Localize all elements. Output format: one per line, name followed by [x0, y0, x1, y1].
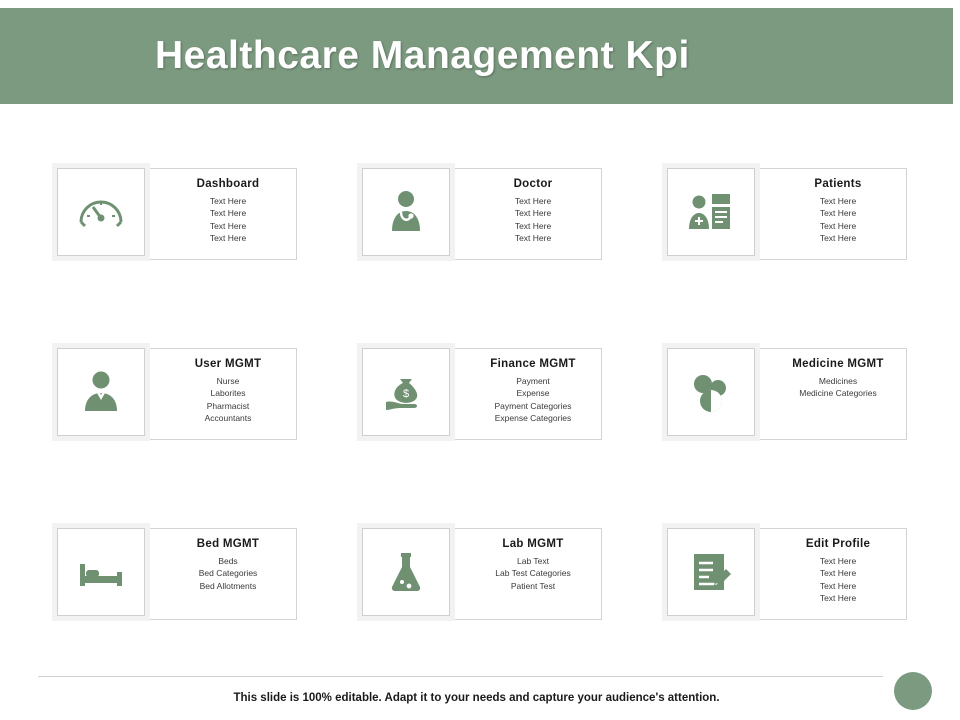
- card-lines: [763, 195, 913, 244]
- card-line: Expense Categories: [494, 412, 572, 423]
- card-line: Text Here: [209, 232, 247, 243]
- card-line: Bed Allotments: [199, 580, 257, 591]
- card-bed-mgmt[interactable]: [57, 528, 297, 620]
- card-line: Medicine Categories: [799, 388, 877, 399]
- page-title: Healthcare Management Kpi: [155, 34, 690, 77]
- card-line: Text Here: [819, 556, 857, 566]
- card-body: [763, 348, 913, 440]
- card-line: Lab Text: [517, 556, 549, 566]
- card-line: Text Here: [209, 220, 247, 231]
- card-body: [458, 528, 608, 620]
- card-lines: [458, 555, 608, 592]
- card-lines: [458, 375, 608, 424]
- card-line: Text Here: [514, 208, 552, 219]
- card-title: Lab MGMT: [502, 538, 564, 550]
- card-edit-profile[interactable]: [667, 528, 907, 620]
- card-finance-mgmt[interactable]: [362, 348, 602, 440]
- card-body: [763, 528, 913, 620]
- gauge-icon: [57, 168, 145, 256]
- card-title: User MGMT: [194, 358, 262, 370]
- card-body: [458, 168, 608, 260]
- card-grid: [57, 168, 907, 628]
- svg-text:$: $: [402, 388, 410, 400]
- card-line: Lab Test Categories: [495, 568, 571, 579]
- card-line: Medicines: [818, 376, 858, 386]
- card-lines: [153, 555, 303, 592]
- card-title: Doctor: [513, 178, 553, 190]
- card-title: Edit Profile: [805, 538, 871, 550]
- footer-note: This slide is 100% editable. Adapt it to your needs and capture your audience's attention.: [233, 692, 720, 704]
- card-line: Beds: [218, 556, 238, 566]
- card-line: Accountants: [204, 412, 252, 423]
- footer-divider: [38, 676, 883, 677]
- doctor-icon: [362, 168, 450, 256]
- card-lines: [763, 375, 913, 400]
- decorative-circle: [894, 672, 932, 710]
- flask-icon: [362, 528, 450, 616]
- card-line: Nurse: [216, 376, 240, 386]
- card-line: Text Here: [514, 196, 552, 206]
- card-title: Dashboard: [196, 178, 260, 190]
- card-line: Bed Categories: [198, 568, 258, 579]
- card-line: Text Here: [514, 232, 552, 243]
- card-lines: [458, 195, 608, 244]
- money-bag-hand-icon: [362, 348, 450, 436]
- card-body: [153, 168, 303, 260]
- card-line: Text Here: [819, 592, 857, 603]
- card-line: Text Here: [514, 220, 552, 231]
- card-lines: [153, 195, 303, 244]
- card-body: [153, 528, 303, 620]
- card-body: [763, 168, 913, 260]
- card-line: Text Here: [819, 232, 857, 243]
- card-line: Text Here: [209, 208, 247, 219]
- card-line: Pharmacist: [206, 400, 250, 411]
- card-line: Patient Test: [510, 580, 556, 591]
- card-line: Text Here: [819, 208, 857, 219]
- card-line: Expense: [516, 388, 550, 399]
- card-line: Text Here: [209, 196, 247, 206]
- title-bar: [0, 8, 953, 104]
- pills-icon: [667, 348, 755, 436]
- card-line: Text Here: [819, 196, 857, 206]
- bed-icon: [57, 528, 145, 616]
- card-line: Text Here: [819, 580, 857, 591]
- card-title: Finance MGMT: [490, 358, 576, 370]
- card-title: Patients: [814, 178, 862, 190]
- card-patients[interactable]: [667, 168, 907, 260]
- card-lab-mgmt[interactable]: [362, 528, 602, 620]
- card-user-mgmt[interactable]: [57, 348, 297, 440]
- card-medicine-mgmt[interactable]: [667, 348, 907, 440]
- card-title: Bed MGMT: [196, 538, 260, 550]
- card-line: Payment: [516, 376, 550, 386]
- card-line: Payment Categories: [494, 400, 572, 411]
- card-line: Text Here: [819, 568, 857, 579]
- card-body: [458, 348, 608, 440]
- card-line: Text Here: [819, 220, 857, 231]
- user-icon: [57, 348, 145, 436]
- card-line: Laborites: [210, 388, 246, 399]
- card-dashboard[interactable]: [57, 168, 297, 260]
- card-lines: [763, 555, 913, 604]
- card-doctor[interactable]: [362, 168, 602, 260]
- edit-document-icon: [667, 528, 755, 616]
- card-title: Medicine MGMT: [792, 358, 884, 370]
- card-body: [153, 348, 303, 440]
- patients-icon: [667, 168, 755, 256]
- card-lines: [153, 375, 303, 424]
